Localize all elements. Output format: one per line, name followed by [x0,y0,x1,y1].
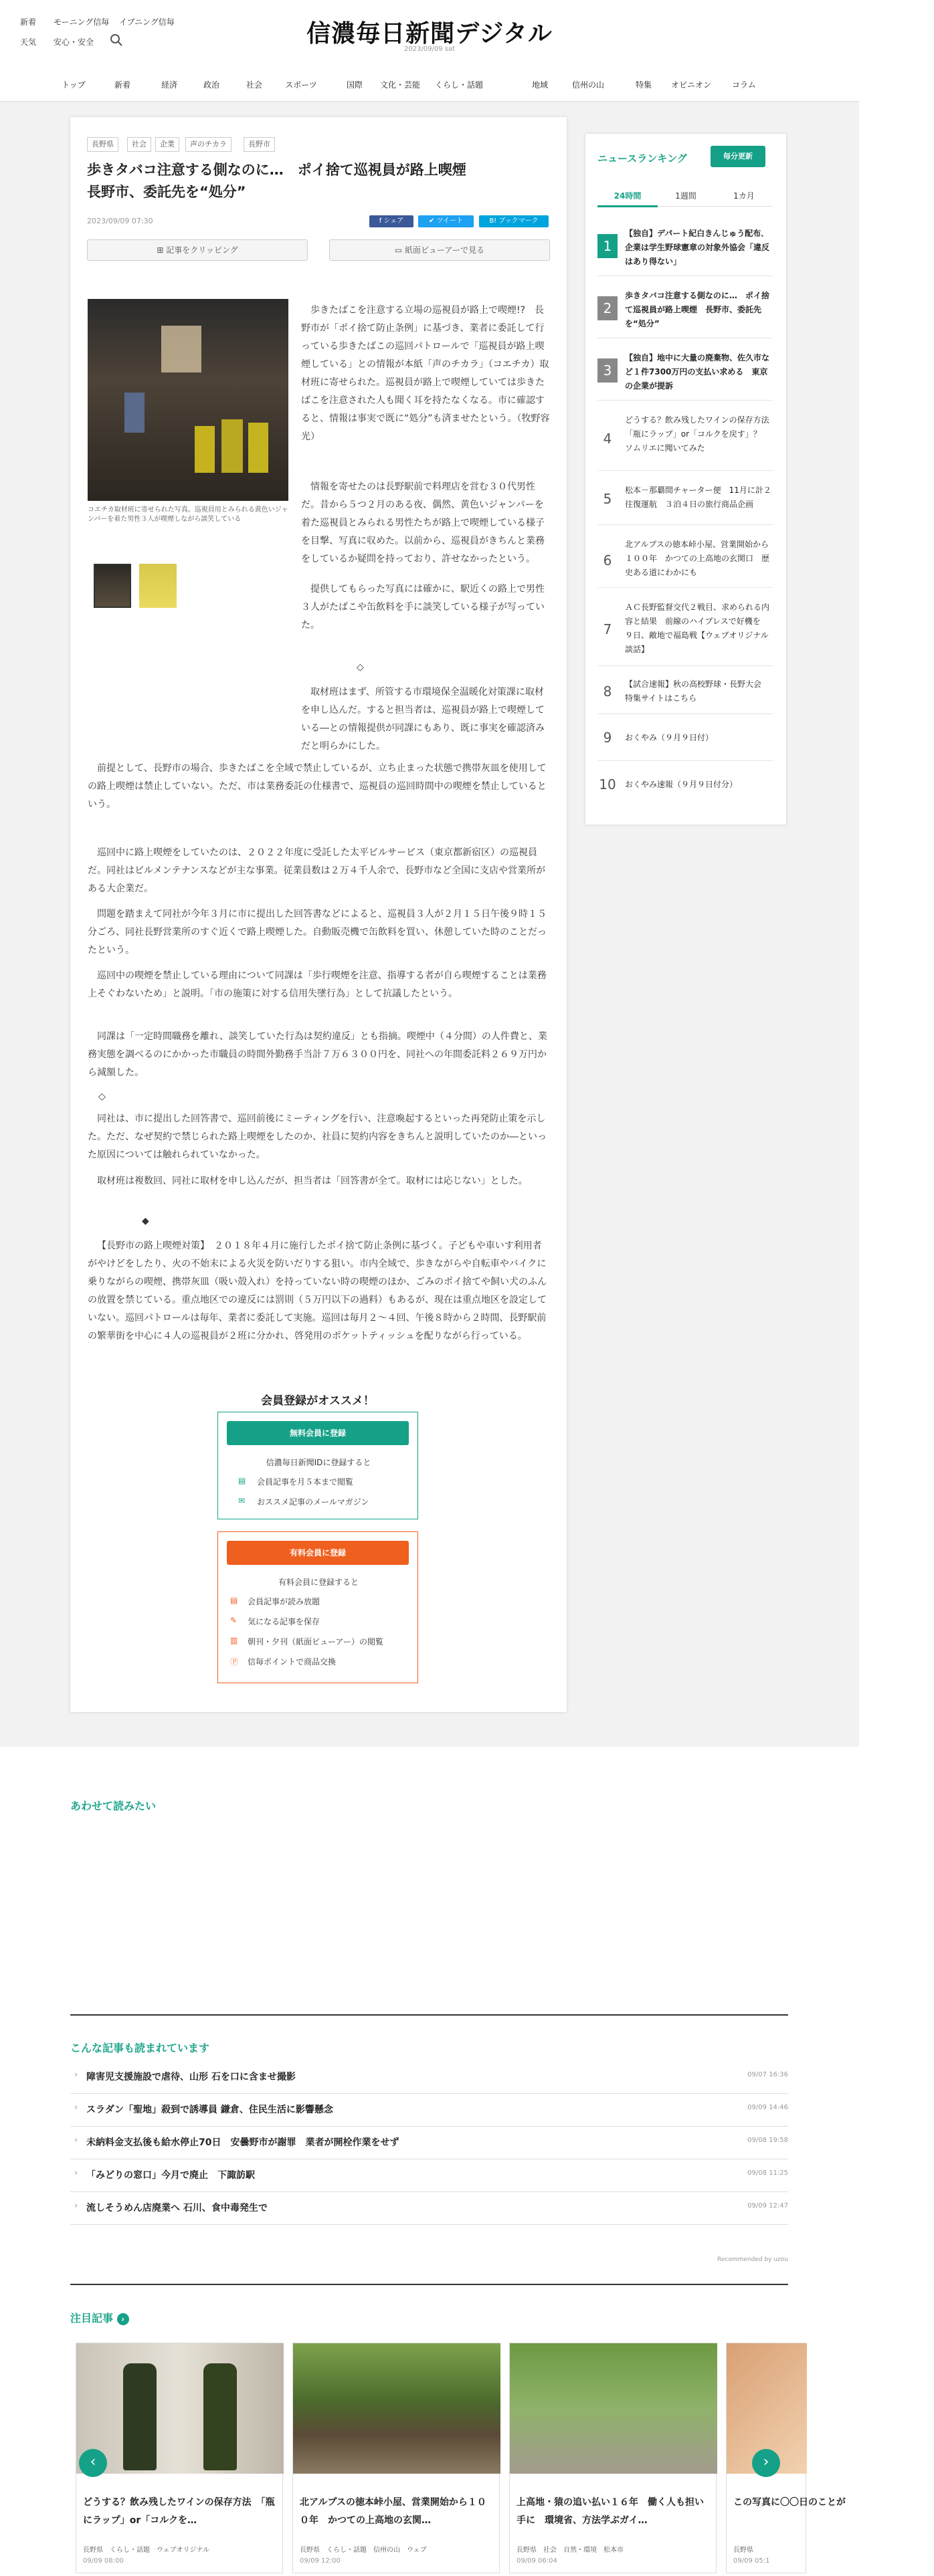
ranking-divider [597,760,773,761]
featured-card[interactable] [509,2343,717,2573]
global-nav [0,67,859,102]
featured-heading: 注目記事 › [70,2310,129,2325]
featured-card[interactable] [76,2343,283,2573]
featured-tags: 長野県 [733,2547,753,2554]
nav-item-12[interactable]: オピニオン [670,80,711,90]
document-icon: ▤ [230,1596,238,1605]
twitter-tweet-button[interactable]: ✔ ツイート [418,215,474,227]
paper-viewer-button[interactable]: ▭ 紙面ビューアーで見る [329,239,550,261]
membership-heading: 会員登録がオススメ！ [261,1394,375,1408]
header-date: 2023/09/09 sat [403,45,456,53]
ranking-divider [597,524,773,525]
hatena-icon: B! [489,217,499,225]
article-paragraph: 同社は、市に提出した回答書で、巡回前後にミーティングを行い、注意喚起するといった再発防止策を示した。ただ、なぜ契約で禁じられた路上喫煙をしたのか、社員に契約内容をきちんと説明していたのか―といった原因については触れられていなかった。 [88,1113,547,1160]
article-paragraph: 取材班はまず、所管する市環境保全温暖化対策課に取材を申し込んだ。すると担当者は、巡視員が路上で喫煙している―との情報提供が同課にもあり、既に事実を確認済みだと明らかにした。 [301,687,545,752]
related-heading: あわせて読みたい [70,1800,157,1812]
ranking-item[interactable]: 【独自】地中に大量の廃棄物、佐久市など１件7300万円の支払い求める 東京の企業が提訴 [625,353,770,391]
carousel-next-button[interactable] [752,2449,780,2477]
list-item[interactable]: › 未納料金支払後も給水停止70日 安曇野市が謝罪 業者が開栓作業をせず 09/08 19:58 [70,2127,788,2159]
rank-number: 6 [603,552,612,568]
ranking-divider [597,587,773,588]
active-tab-indicator [597,205,658,207]
article-paragraph: 巡回中の喫煙を禁止している理由について同課は「歩行喫煙を注意、指導する者が自ら喫煙することは業務上そぐわないため」と説明。「市の施策に対する信用失墜行為」として抗議したという。 [88,970,547,999]
article-main-photo[interactable] [88,299,288,501]
rank-number: 1 [597,234,618,258]
article-paragraph: 巡回中に路上喫煙をしていたのは、２０２２年度に受託した太平ビルサービス（東京都新宿区）の巡視員だ。同社はビルメンテナンスなどが主な事業。従業員数は２万４千人余で、長野市など全国に支店や営業所がある大企業だ。 [88,847,546,894]
free-intro: 信濃毎日新聞IDに登録すると [266,1458,371,1467]
point-icon: Ⓟ [230,1657,239,1667]
yellow-jacket-person [221,419,243,473]
ranking-divider [597,665,773,666]
paid-benefit-3: 朝刊・夕刊（紙面ビューアー）の閲覧 [248,1637,384,1646]
featured-card[interactable] [292,2343,500,2573]
rank-number: 2 [597,296,618,320]
article-paragraph: 問題を踏まえて同社が今年３月に市に提出した回答書などによると、巡視員３人が２月１５日午後９時１５分ごろ、同社長野営業所のすぐ近くで路上喫煙した。自動販売機で缶飲料を買い、休憩していた時のことだったという。 [88,909,547,956]
ranking-update-button[interactable]: 毎分更新 [711,146,765,167]
paid-benefit-2: 気になる記事を保存 [248,1617,320,1626]
chevron-right-icon: › [74,2168,78,2178]
photo-caption: コエチカ取材班に寄せられた写真。巡視員用とみられる黄色いジャンパーを着た男性３人が喫煙しながら談笑している [88,506,288,523]
nav-item-4[interactable]: 社会 [246,80,262,90]
ranking-item[interactable]: 北アルプスの徳本峠小屋、営業開始から１００年 かつての上高地の玄関口 歴史ある道にわかにも [625,540,770,577]
free-register-button[interactable]: 無料会員に登録 [227,1421,409,1445]
chevron-right-icon: › [763,2454,769,2470]
paid-benefit-4: 信毎ポイントで商品交換 [248,1657,337,1667]
tab-24h[interactable]: 24時間 [614,191,642,201]
article-title-line2: 長野市、委託先を“処分” [87,184,246,200]
nav-item-1[interactable]: 新着 [114,80,130,90]
chevron-right-icon: › [74,2135,78,2145]
rank-number: 10 [599,776,616,792]
ranking-item[interactable]: 歩きタバコ注意する側なのに… ポイ捨て巡視員が路上喫煙 長野市、委託先を“処分” [625,291,769,328]
nav-link-weather[interactable]: 天気 [20,37,37,47]
nav-link-new[interactable]: 新着 [20,17,37,27]
news-ranking-panel [585,134,786,825]
clip-icon: ⊞ [157,245,167,255]
featured-tags: 長野県 くらし・話題 信州の山 ウェブ [300,2547,427,2554]
rank-number: 8 [603,683,612,700]
featured-title: 北アルプスの徳本峠小屋、営業開始から１００年 かつての上高地の玄関… [300,2497,486,2526]
list-item[interactable]: › 流しそうめん店廃業へ 石川、食中毒発生で 09/09 12:47 [70,2192,788,2225]
nav-link-evening[interactable]: イブニング信毎 [119,17,175,27]
tab-1week[interactable]: 1週間 [675,191,696,201]
tag-society[interactable]: 社会 [127,137,151,152]
list-item[interactable]: › スラダン「聖地」殺到で誘導員 鎌倉、住民生活に影響懸念 09/09 14:46 [70,2094,788,2127]
arrow-right-icon[interactable]: › [117,2313,129,2325]
popular-heading: こんな記事も読まれています [70,2042,210,2054]
newspaper-icon: ▥ [230,1636,238,1645]
clip-article-button[interactable]: ⊞ 記事をクリッピング [87,239,308,261]
chevron-left-icon: ‹ [90,2454,96,2470]
list-item[interactable]: › 障害児支援施設で虐待、山形 石を口に含ませ撮影 09/07 16:36 [70,2061,788,2094]
paid-register-button[interactable]: 有料会員に登録 [227,1541,409,1565]
ranking-divider [597,470,773,471]
nav-item-0[interactable]: トップ [62,80,86,90]
article-paragraph: 歩きたばこを注意する立場の巡視員が路上で喫煙!? 長野市が「ポイ捨て防止条例」に基づき、業者に委託して行っている歩きたばこの巡回パトロールで「巡視員が路上喫煙している」との情報が本紙「声のチカラ」（コエチカ）取材班に寄せられた。巡視員が路上で喫煙していては歩きたばこを注意された人も聞く耳を持たなくなる。市に確認すると、情報は事実で既に“処分”も済ませたという。（牧野容光） [301,305,550,442]
photo-thumbnail-2[interactable] [139,564,177,608]
free-benefit-2: おススメ記事のメールマガジン [257,1497,369,1507]
document-icon: ▤ [238,1476,246,1485]
chevron-right-icon: › [74,2103,78,2113]
rank-number: 9 [603,730,612,746]
article-paragraph: 取材班は複数回、同社に取材を申し込んだが、担当者は「回答書が全て。取材には応じない」とした。 [97,1176,528,1186]
chevron-right-icon: › [74,2201,78,2211]
facebook-share-button[interactable]: f シェア [369,215,413,227]
featured-image-monkeys [510,2343,717,2474]
ranking-item[interactable]: 【試合速報】秋の高校野球・長野大会 特集サイトはこちら [625,679,770,703]
article-paragraph: 提供してもらった写真には確かに、駅近くの路上で男性３人がたばこや缶飲料を手に談笑している様子が写っていた。 [301,584,545,631]
rank-number: 7 [603,621,612,637]
free-membership-box [217,1412,418,1519]
nav-item-9[interactable]: 地域 [531,80,548,90]
rank-number: 5 [603,491,612,507]
lit-window [161,326,201,372]
featured-image-wine [76,2343,284,2474]
yellow-jacket-person [195,426,215,473]
tag-company[interactable]: 企業 [155,137,179,152]
paid-intro: 有料会員に登録すると [278,1578,359,1587]
wine-bottle [203,2363,237,2470]
site-header [0,0,859,67]
rank-number: 4 [603,431,612,447]
featured-date: 09/09 08:00 [83,2557,124,2565]
nav-item-5[interactable]: スポーツ [285,80,317,90]
ranking-item[interactable]: ＡＣ長野監督交代２戦目、求められる内容と結果 前線のハイプレスで好機を ９日、敵地で福島戦【ウェブオリジナル談話】 [625,603,770,654]
article-title-line1: 歩きタバコ注意する側なのに… ポイ捨て巡視員が路上喫煙 [87,162,466,178]
tag-nagano-city[interactable]: 長野市 [244,137,275,152]
nav-item-8[interactable]: くらし・話題 [434,80,483,90]
site-logo[interactable]: 信濃毎日新聞デジタル [306,19,553,47]
photo-thumbnail-1[interactable] [94,564,131,608]
hatena-bookmark-button[interactable]: B! ブックマーク [479,215,549,227]
chevron-right-icon: › [74,2070,78,2080]
wine-bottle [123,2363,157,2470]
book-icon: ▭ [394,245,405,255]
article-paragraph: 【長野市の路上喫煙対策】 ２０１８年４月に施行したポイ捨て防止条例に基づく。子どもや車いす利用者がやけどをしたり、火の不始末による火災を防いだりする狙い。市内全域で、歩きながらや自転車やバイクに乗りながらの喫煙、携帯灰皿（吸い殻入れ）を持っていない時の喫煙のほか、ごみのポイ捨てや飼い犬のふんの放置を禁じている。重点地区での違反には罰則（５万円以下の過料）もあるが、現在は重点地区を設定していない。巡回パトロールは毎年、業者に委託して実施。巡回は毎月２～４回、午後８時から２時間、長野駅前の繁華街を中心に４人の巡視員が２班に分かれ、啓発用のポケットティッシュを配りながら行っている。 [88,1241,547,1341]
nav-link-safety[interactable]: 安心・安全 [54,37,94,47]
carousel-prev-button[interactable] [79,2449,107,2477]
section-rule [70,2284,788,2285]
facebook-icon: f [379,217,384,225]
search-icon[interactable] [110,33,123,47]
yellow-jacket-person [248,423,268,473]
featured-title: 上高地・猿の追い払い１６年 働く人も担い手に 環境省、方法学ぶガイ… [517,2497,704,2526]
paid-membership-box [217,1531,418,1683]
tab-1month[interactable]: 1カ月 [733,191,755,201]
section-separator: ◇ [98,1091,106,1102]
nav-item-10[interactable]: 信州の山 [571,80,604,90]
featured-date: 09/09 05:1 [733,2557,770,2565]
section-separator: ◇ [357,662,364,673]
list-item[interactable]: › 「みどりの窓口」今月で廃止 下諏訪駅 09/08 11:25 [70,2159,788,2192]
article-paragraph: 情報を寄せたのは長野駅前で料理店を営む３０代男性だ。昔から５つ２月のある夜、偶然、黄色いジャンパーを着た巡視員とみられる男性たちが路上で喫煙している様子を目撃、写真に収めた。以前から、巡視員がきちんと業務をしているか疑問を持っており、許せなかったという。 [301,481,545,564]
tag-nagano-pref[interactable]: 長野県 [87,137,118,152]
nav-item-6[interactable]: 国際 [346,80,363,90]
tag-voice[interactable]: 声のチカラ [185,137,231,152]
ranking-item[interactable]: おくやみ（９月９日付） [625,733,714,742]
twitter-icon: ✔ [428,217,437,225]
free-benefit-1: 会員記事を月５本まで閲覧 [257,1477,354,1487]
ranking-title: ニュースランキング [597,152,687,165]
clip-icon: ✎ [230,1616,238,1625]
nav-item-11[interactable]: 特集 [635,80,652,90]
vending-machine [124,393,145,433]
featured-tags: 長野県 くらし・話題 ウェブオリジナル [83,2547,209,2554]
ranking-item[interactable]: おくやみ速報（９月９日付分） [625,780,738,789]
nav-item-3[interactable]: 政治 [203,80,219,90]
paid-benefit-1: 会員記事が読み放題 [248,1597,320,1606]
ranking-item[interactable]: 松本－那覇間チャーター便 11月に計２往復運航 ３泊４日の旅行商品企画 [625,486,771,509]
article-paragraph: 同課は「一定時間職務を離れ、談笑していた行為は契約違反」とも指摘。喫煙中（４分間）の人件費と、業務実態を調べるのにかかった市職員の時間外勤務手当計７万６３００円を、同社への年間委託料２６９万円から減額した。 [88,1031,547,1078]
nav-item-2[interactable]: 経済 [161,80,177,90]
featured-tags: 長野県 社会 自然・環境 松本市 [517,2547,624,2554]
featured-date: 09/09 06:04 [517,2557,557,2565]
ranking-item[interactable]: どうする？飲み残したワインの保存方法 「瓶にラップ」or「コルクを戻す」？ ソムリエに聞いてみた [625,415,777,453]
ranking-divider [597,400,773,401]
article-paragraph: 前提として、長野市の場合、歩きたばこを全域で禁止しているが、立ち止まった状態で携帯灰皿を使用しての路上喫煙は禁止していない。ただ、市は業務委託の仕様書で、巡視員の巡回時間中の喫煙を禁止しているという。 [88,763,547,810]
nav-link-morning[interactable]: モーニング信毎 [54,17,110,27]
rank-number: 3 [597,358,618,383]
ranking-item[interactable]: 【独自】デパート紀白きんじゅう配布､企業は学生野球憲章の対象外協会「違反はあり得ない」 [625,229,770,266]
mail-icon: ✉ [238,1496,246,1505]
featured-title: この写真に〇〇日のことが [733,2497,846,2508]
recommendation-credit: Recommended by uzou [717,2256,788,2263]
section-separator: ◆ [142,1216,149,1226]
featured-image-hut [293,2343,500,2474]
nav-item-13[interactable]: コラム [732,80,756,90]
featured-date: 09/09 12:00 [300,2557,341,2565]
article-timestamp: 2023/09/09 07:30 [87,217,153,225]
featured-title: どうする？飲み残したワインの保存方法 「瓶にラップ」or「コルクを… [83,2497,275,2526]
nav-item-7[interactable]: 文化・芸能 [379,80,420,90]
section-rule [70,2014,788,2016]
